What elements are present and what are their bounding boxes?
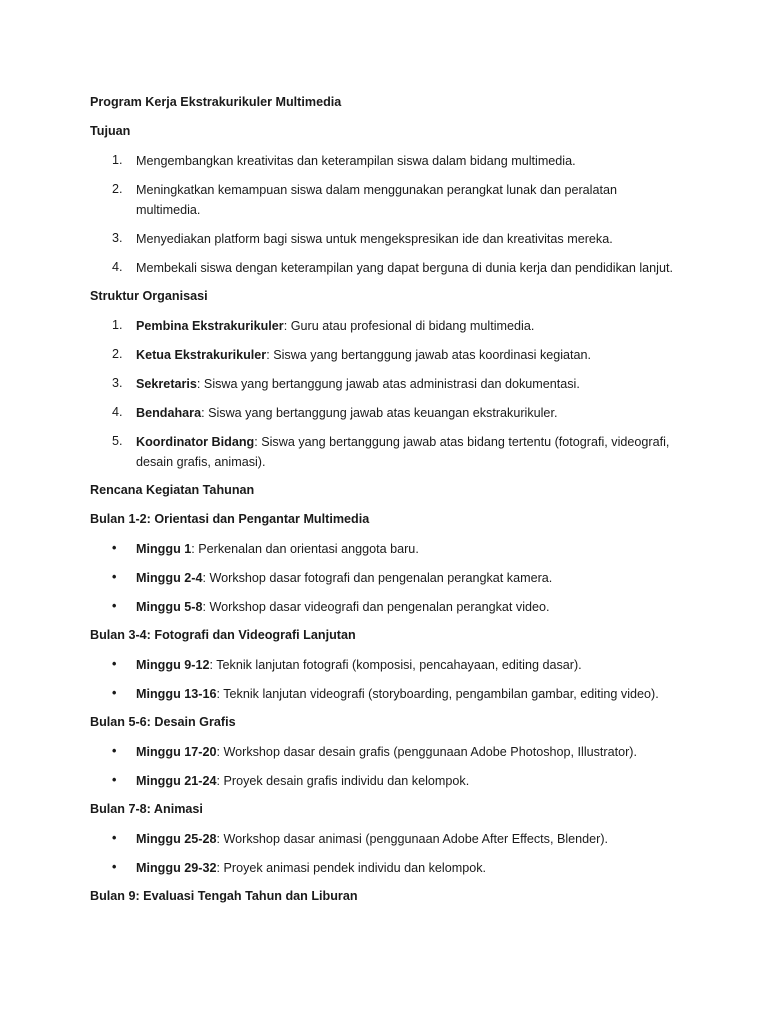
period-heading: Bulan 3-4: Fotografi dan Videografi Lanjutan — [90, 628, 356, 642]
week-label: Minggu 5-8 — [136, 600, 203, 614]
bullet-icon: • — [112, 860, 117, 874]
section-heading-rencana: Rencana Kegiatan Tahunan — [90, 483, 255, 497]
week-label: Minggu 1 — [136, 542, 192, 556]
section-heading-tujuan: Tujuan — [90, 124, 131, 138]
week-label: Minggu 9-12 — [136, 658, 210, 672]
list-number: 1. — [112, 153, 123, 167]
list-number: 1. — [112, 318, 123, 332]
role-label: Pembina Ekstrakurikuler — [136, 319, 284, 333]
bullet-icon: • — [112, 657, 117, 671]
list-number: 4. — [112, 260, 123, 274]
list-number: 5. — [112, 434, 123, 448]
period-heading: Bulan 7-8: Animasi — [90, 802, 203, 816]
week-label: Minggu 29-32 — [136, 861, 217, 875]
week-description: : Workshop dasar desain grafis (penggunaan Adobe Photoshop, Illustrator). — [216, 745, 638, 759]
list-number: 4. — [112, 405, 123, 419]
list-text-continued: multimedia. — [136, 202, 201, 217]
period-heading: Bulan 9: Evaluasi Tengah Tahun dan Liburan — [90, 889, 358, 903]
list-number: 2. — [112, 182, 123, 196]
role-description: : Siswa yang bertanggung jawab atas administrasi dan dokumentasi. — [196, 377, 580, 391]
week-description: : Proyek desain grafis individu dan kelompok. — [216, 774, 470, 788]
role-label: Bendahara — [136, 406, 202, 420]
role-description: : Siswa yang bertanggung jawab atas koordinasi kegiatan. — [266, 348, 592, 362]
bullet-icon: • — [112, 599, 117, 613]
bullet-icon: • — [112, 744, 117, 758]
document-title: Program Kerja Ekstrakurikuler Multimedia — [90, 95, 342, 109]
list-text: Mengembangkan kreativitas dan keterampilan siswa dalam bidang multimedia. — [136, 154, 576, 168]
week-description: : Workshop dasar videografi dan pengenalan perangkat video. — [202, 600, 550, 614]
role-description: : Guru atau profesional di bidang multimedia. — [283, 319, 535, 333]
period-heading: Bulan 5-6: Desain Grafis — [90, 715, 236, 729]
week-label: Minggu 21-24 — [136, 774, 217, 788]
bullet-icon: • — [112, 831, 117, 845]
week-label: Minggu 13-16 — [136, 687, 217, 701]
list-number: 3. — [112, 231, 123, 245]
week-description: : Teknik lanjutan fotografi (komposisi, pencahayaan, editing dasar). — [209, 658, 582, 672]
list-number: 3. — [112, 376, 123, 390]
week-label: Minggu 17-20 — [136, 745, 217, 759]
week-label: Minggu 25-28 — [136, 832, 217, 846]
bullet-icon: • — [112, 686, 117, 700]
list-text: Meningkatkan kemampuan siswa dalam menggunakan perangkat lunak dan peralatan — [136, 183, 617, 197]
section-heading-struktur: Struktur Organisasi — [90, 289, 208, 303]
bullet-icon: • — [112, 773, 117, 787]
week-description: : Perkenalan dan orientasi anggota baru. — [191, 542, 419, 556]
list-number: 2. — [112, 347, 123, 361]
list-text: Menyediakan platform bagi siswa untuk mengekspresikan ide dan kreativitas mereka. — [136, 232, 613, 246]
period-heading: Bulan 1-2: Orientasi dan Pengantar Multimedia — [90, 512, 370, 526]
role-label: Koordinator Bidang — [136, 435, 255, 449]
role-description: : Siswa yang bertanggung jawab atas bidang tertentu (fotografi, videografi, — [254, 435, 670, 449]
role-label: Sekretaris — [136, 377, 197, 391]
role-description: : Siswa yang bertanggung jawab atas keuangan ekstrakurikuler. — [201, 406, 558, 420]
list-text: Membekali siswa dengan keterampilan yang dapat berguna di dunia kerja dan pendidikan lanjut. — [136, 261, 673, 275]
role-description-continued: desain grafis, animasi). — [136, 454, 266, 469]
bullet-icon: • — [112, 541, 117, 555]
week-description: : Workshop dasar animasi (penggunaan Adobe After Effects, Blender). — [216, 832, 609, 846]
week-description: : Teknik lanjutan videografi (storyboarding, pengambilan gambar, editing video). — [216, 687, 659, 701]
week-description: : Proyek animasi pendek individu dan kelompok. — [216, 861, 487, 875]
bullet-icon: • — [112, 570, 117, 584]
role-label: Ketua Ekstrakurikuler — [136, 348, 267, 362]
week-description: : Workshop dasar fotografi dan pengenalan perangkat kamera. — [202, 571, 553, 585]
week-label: Minggu 2-4 — [136, 571, 203, 585]
